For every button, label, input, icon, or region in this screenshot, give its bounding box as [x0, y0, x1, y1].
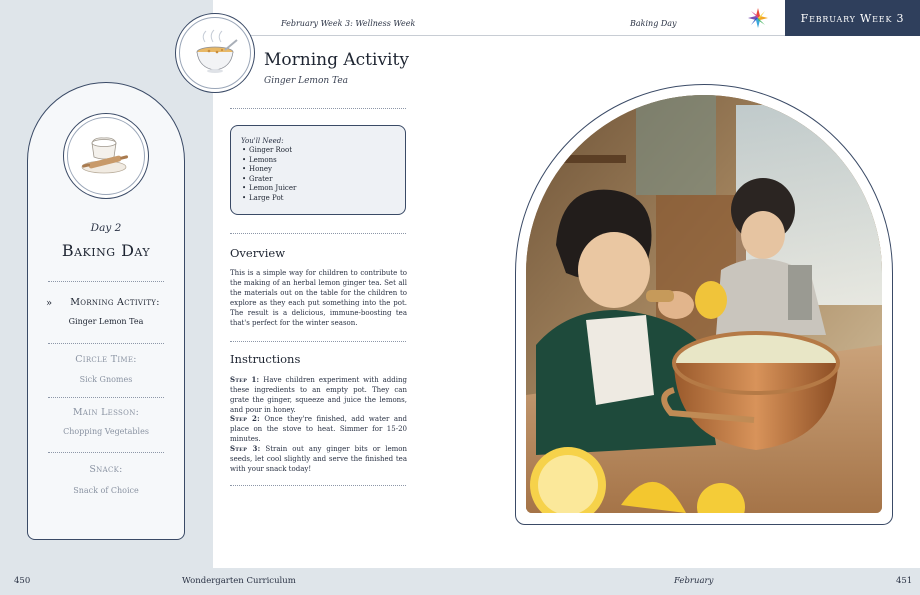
footer-bar [0, 568, 920, 595]
supply-item: • Large Pot [241, 194, 395, 204]
divider [230, 108, 406, 109]
footer-book-title: Wondergarten Curriculum [182, 576, 296, 586]
divider [48, 281, 164, 282]
overview-heading: Overview [230, 246, 286, 260]
star-logo-icon [748, 8, 768, 28]
double-chevron-icon: » [46, 298, 53, 309]
schedule-item-heading[interactable]: Circle Time: [75, 354, 137, 365]
schedule-item-detail: Chopping Vegetables [63, 427, 149, 436]
instructions-heading: Instructions [230, 352, 301, 366]
instruction-step [230, 414, 407, 445]
header-day-name: Baking Day [630, 19, 677, 28]
day-title: Baking Day [61, 241, 151, 260]
schedule-item-heading[interactable]: Morning Activity: [70, 297, 160, 308]
supply-item: • Grater [241, 175, 395, 185]
schedule-item-detail: Ginger Lemon Tea [68, 317, 144, 326]
instruction-step [230, 444, 407, 475]
step-text: Once they're finished, add water and place on the stove to heat. Simmer for 15-20 minutes. [230, 415, 407, 443]
divider [230, 485, 406, 486]
right-page-number: 451 [896, 576, 913, 586]
header-divider [213, 35, 785, 36]
step-label: Step 1: [230, 375, 260, 384]
step-text: Have children experiment with adding these ingredients to an empty pot. They can grate the ginger, squeeze and juice the lemons, and pour in honey. [230, 376, 408, 414]
children-making-tea-photo [526, 95, 882, 513]
schedule-item-detail: Sick Gnomes [79, 375, 133, 384]
rolling-pin-icon [78, 133, 134, 179]
supplies-heading: You'll Need: [241, 137, 284, 145]
divider [48, 397, 164, 398]
overview-text: This is a simple way for children to contribute to the making of an herbal lemon ginger tea. Set all the materials out on the table for the children to explore as they each put something into the pot. The result is a delicious, immune-boosting tea that's perfect for the winter season. [230, 269, 407, 327]
instruction-step [230, 375, 407, 416]
supply-item: • Lemon Juicer [241, 184, 395, 194]
divider [230, 233, 406, 234]
day-label: Day 2 [90, 222, 122, 234]
divider [48, 343, 164, 344]
schedule-item-heading[interactable]: Main Lesson: [72, 407, 140, 418]
supplies-box [230, 125, 406, 215]
supply-item: • Ginger Root [241, 146, 395, 156]
step-label: Step 2: [230, 414, 260, 423]
activity-medallion [175, 13, 255, 93]
header-week-title: February Week 3: Wellness Week [281, 19, 416, 28]
schedule-item-heading[interactable]: Snack: [89, 464, 123, 475]
supply-item: • Honey [241, 165, 395, 175]
day-medallion [63, 113, 149, 199]
activity-title: Morning Activity [264, 50, 409, 70]
schedule-item-detail: Snack of Choice [73, 486, 139, 495]
supplies-list [241, 146, 395, 204]
activity-subtitle: Ginger Lemon Tea [264, 76, 349, 86]
step-text: Strain out any ginger bits or lemon seeds, let cool slightly and serve the finished tea with your snack today! [230, 445, 407, 473]
divider [48, 452, 164, 453]
footer-section-title: February [674, 576, 714, 586]
supply-item: • Lemons [241, 156, 395, 166]
divider [230, 341, 406, 342]
week-tab: February Week 3 [785, 0, 920, 36]
left-page-number: 450 [14, 576, 31, 586]
activity-photo [526, 95, 882, 513]
step-label: Step 3: [230, 444, 261, 453]
tea-bowl-icon [189, 28, 241, 78]
